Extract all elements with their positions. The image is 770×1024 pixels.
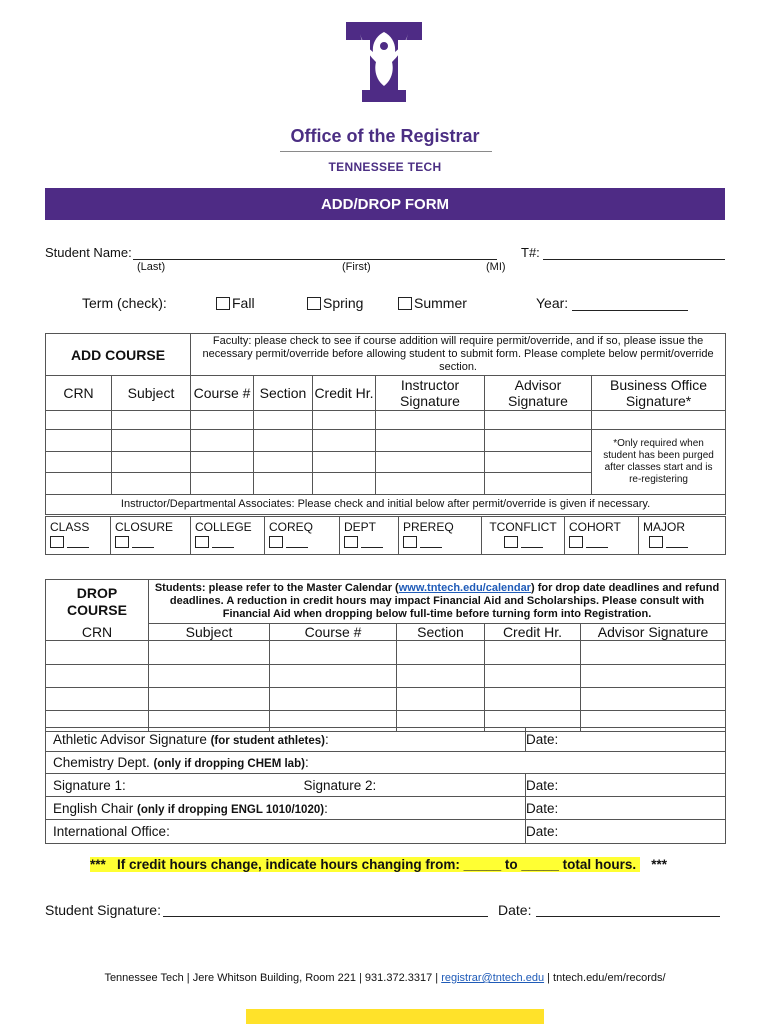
international-date-field[interactable]: Date: <box>526 820 726 844</box>
add-cell[interactable] <box>376 473 485 495</box>
permit-coreq-initial[interactable] <box>286 547 308 548</box>
permit-coreq-label: COREQ <box>269 520 314 534</box>
permit-major-initial[interactable] <box>666 547 688 548</box>
chemistry-signatures-field[interactable] <box>46 774 526 797</box>
add-course-table <box>45 333 726 515</box>
form-title: ADD/DROP FORM <box>320 195 450 213</box>
table-row <box>46 641 726 665</box>
year-field[interactable] <box>572 310 688 311</box>
drop-cell[interactable] <box>581 665 726 688</box>
permit-college-initial[interactable] <box>212 547 234 548</box>
permit-closure-initial[interactable] <box>132 547 154 548</box>
permit-class-initial[interactable] <box>67 547 89 548</box>
first-name-caption: (First) <box>342 261 371 273</box>
permit-college-label: COLLEGE <box>195 520 252 534</box>
term-spring-option[interactable] <box>307 295 363 311</box>
permit-prereq[interactable] <box>399 517 482 555</box>
chemistry-dept-row: Chemistry Dept. (only if dropping CHEM lab): <box>46 752 726 774</box>
student-signature-field[interactable] <box>163 916 488 917</box>
add-cell[interactable] <box>485 473 592 495</box>
add-cell[interactable] <box>485 452 592 473</box>
add-cell[interactable] <box>191 411 254 430</box>
add-cell[interactable] <box>112 411 191 430</box>
english-date-field[interactable]: Date: <box>526 797 726 820</box>
spring-checkbox[interactable] <box>307 297 321 310</box>
faculty-note: Faculty: please check to see if course addition will require permit/override, and if so, please issue the necessary permit/override before allowing student to submit form. Please complete below permit/override section. <box>191 334 726 376</box>
drop-cell[interactable] <box>397 665 485 688</box>
add-col-crn: CRN <box>46 376 112 411</box>
permit-major[interactable] <box>639 517 726 555</box>
last-name-caption: (Last) <box>137 261 166 273</box>
signature-1-label: Signature 1: <box>53 777 126 793</box>
permit-override-table <box>45 516 726 555</box>
business-office-note: *Only required when student has been purged after classes start and is re-registering <box>592 430 726 495</box>
add-cell[interactable] <box>46 430 112 452</box>
add-cell[interactable] <box>191 452 254 473</box>
table-row <box>46 665 726 688</box>
summer-checkbox[interactable] <box>398 297 412 310</box>
drop-cell[interactable] <box>46 665 149 688</box>
spring-label: Spring <box>323 295 364 311</box>
permit-major-label: MAJOR <box>643 520 685 534</box>
drop-course-table <box>45 579 726 732</box>
drop-cell[interactable] <box>581 688 726 711</box>
drop-cell[interactable] <box>46 688 149 711</box>
add-cell[interactable] <box>191 473 254 495</box>
add-cell[interactable] <box>254 452 313 473</box>
add-col-instructor-signature: Instructor Signature <box>376 376 485 411</box>
drop-cell[interactable] <box>149 665 270 688</box>
add-col-subject: Subject <box>112 376 191 411</box>
permit-coreq[interactable] <box>265 517 340 555</box>
add-cell[interactable] <box>592 411 726 430</box>
permit-dept[interactable] <box>340 517 399 555</box>
drop-note: Students: please refer to the Master Calendar (www.tntech.edu/calendar) for drop date deadlines and refund deadlines. A reduction in credit hours may impact Financial Aid and Scholarships. Please consult with Financial Aid when dropping below full-time before turning form into Registration. <box>149 580 726 624</box>
permit-cohort[interactable] <box>565 517 639 555</box>
permit-class-label: CLASS <box>50 520 90 534</box>
permit-closure[interactable] <box>111 517 191 555</box>
add-cell[interactable] <box>313 411 376 430</box>
permit-tconflict-label: TCONFLICT <box>489 520 557 534</box>
school-name: TENNESSEE TECH <box>328 160 442 174</box>
student-name-label: Student Name: <box>45 245 132 260</box>
drop-col-section: Section <box>397 624 485 641</box>
drop-col-credit-hours: Credit Hr. <box>485 624 581 641</box>
credit-hours-highlight: *** If credit hours change, indicate hours changing from: _____ to _____ total hours. <box>90 857 640 872</box>
permit-tconflict-checkbox[interactable] <box>504 536 518 548</box>
table-row <box>46 411 726 430</box>
add-cell[interactable] <box>254 430 313 452</box>
drop-cell[interactable] <box>270 665 397 688</box>
add-cell[interactable] <box>46 473 112 495</box>
drop-col-crn: CRN <box>46 624 149 641</box>
bottom-highlight-bar <box>246 1009 544 1024</box>
office-title: Office of the Registrar <box>290 126 480 146</box>
permit-coreq-checkbox[interactable] <box>269 536 283 548</box>
add-col-course-number: Course # <box>191 376 254 411</box>
add-cell[interactable] <box>112 473 191 495</box>
drop-cell[interactable] <box>270 641 397 665</box>
permit-dept-label: DEPT <box>344 520 377 534</box>
permit-major-checkbox[interactable] <box>649 536 663 548</box>
add-cell[interactable] <box>313 430 376 452</box>
student-name-field[interactable] <box>133 259 497 260</box>
permit-tconflict-initial[interactable] <box>521 547 543 548</box>
add-cell[interactable] <box>313 452 376 473</box>
add-cell[interactable] <box>313 473 376 495</box>
drop-cell[interactable] <box>485 665 581 688</box>
student-signature-label: Student Signature: <box>45 902 161 918</box>
permit-college-checkbox[interactable] <box>195 536 209 548</box>
drop-col-subject: Subject <box>149 624 270 641</box>
title-divider <box>280 151 492 152</box>
add-cell[interactable] <box>376 452 485 473</box>
add-col-credit-hours: Credit Hr. <box>313 376 376 411</box>
master-calendar-link[interactable]: www.tntech.edu/calendar <box>398 582 531 594</box>
fall-label: Fall <box>232 295 255 311</box>
permit-dept-checkbox[interactable] <box>344 536 358 548</box>
add-col-business-office-signature: Business Office Signature* <box>592 376 726 411</box>
add-cell[interactable] <box>46 452 112 473</box>
permit-class[interactable] <box>46 517 111 555</box>
athletic-date-field[interactable]: Date: <box>526 728 726 752</box>
add-cell[interactable] <box>254 411 313 430</box>
drop-cell[interactable] <box>149 641 270 665</box>
add-cell[interactable] <box>254 473 313 495</box>
athletic-advisor-signature-field[interactable]: Athletic Advisor Signature (for student athletes): <box>46 728 526 752</box>
tnumber-field[interactable] <box>543 259 725 260</box>
term-label: Term (check): <box>82 295 167 311</box>
add-cell[interactable] <box>376 430 485 452</box>
year-label: Year: <box>536 295 569 311</box>
permit-prereq-checkbox[interactable] <box>403 536 417 548</box>
drop-cell[interactable] <box>397 688 485 711</box>
add-cell[interactable] <box>112 452 191 473</box>
drop-cell[interactable] <box>397 641 485 665</box>
drop-cell[interactable] <box>485 641 581 665</box>
add-cell[interactable] <box>485 430 592 452</box>
tnumber-label: T#: <box>521 245 540 260</box>
add-cell[interactable] <box>191 430 254 452</box>
signature-2-label: Signature 2: <box>303 777 377 793</box>
permit-dept-initial[interactable] <box>361 547 383 548</box>
term-summer-option[interactable] <box>398 295 467 311</box>
permit-tconflict[interactable] <box>482 517 565 555</box>
student-signature-date-label: Date: <box>498 902 532 918</box>
middle-initial-caption: (MI) <box>486 261 506 273</box>
permit-college[interactable] <box>191 517 265 555</box>
form-title-banner <box>45 188 725 220</box>
drop-cell[interactable] <box>149 688 270 711</box>
drop-cell[interactable] <box>270 688 397 711</box>
permit-cohort-checkbox[interactable] <box>569 536 583 548</box>
add-cell[interactable] <box>46 411 112 430</box>
summer-label: Summer <box>414 295 467 311</box>
add-col-section: Section <box>254 376 313 411</box>
permit-cohort-label: COHORT <box>569 520 621 534</box>
add-cell[interactable] <box>485 411 592 430</box>
tennessee-tech-eagle-logo-icon <box>346 22 422 102</box>
registrar-email-link[interactable]: registrar@tntech.edu <box>441 972 545 984</box>
table-row <box>46 688 726 711</box>
add-cell[interactable] <box>376 411 485 430</box>
add-col-advisor-signature: Advisor Signature <box>485 376 592 411</box>
fall-checkbox[interactable] <box>216 297 230 310</box>
permit-cohort-initial[interactable] <box>586 547 608 548</box>
drop-cell[interactable] <box>581 641 726 665</box>
signatures-table <box>45 727 726 844</box>
drop-cell[interactable] <box>46 641 149 665</box>
permit-closure-label: CLOSURE <box>115 520 174 534</box>
footer: Tennessee Tech | Jere Whitson Building, Room 221 | 931.372.3317 | registrar@tntech.edu | tntech.edu/em/records/ <box>104 972 666 984</box>
term-fall-option[interactable] <box>216 295 255 311</box>
add-course-title: ADD COURSE <box>46 334 191 376</box>
drop-cell[interactable] <box>485 688 581 711</box>
permit-prereq-label: PREREQ <box>403 520 454 534</box>
drop-col-course-number: Course # <box>270 624 397 641</box>
instructor-note: Instructor/Departmental Associates: Please check and initial below after permit/override is given if necessary. <box>46 495 726 515</box>
english-chair-field[interactable]: English Chair (only if dropping ENGL 1010/1020): <box>46 797 526 820</box>
permit-prereq-initial[interactable] <box>420 547 442 548</box>
permit-closure-checkbox[interactable] <box>115 536 129 548</box>
drop-col-advisor-signature: Advisor Signature <box>581 624 726 641</box>
credit-hours-change-line: *** If credit hours change, indicate hours changing from: _____ to _____ total hours. *** <box>90 857 667 872</box>
drop-course-title: DROP COURSE <box>46 580 149 624</box>
student-signature-date-field[interactable] <box>536 916 720 917</box>
chemistry-date-field[interactable]: Date: <box>526 774 726 797</box>
table-row <box>46 430 726 452</box>
permit-class-checkbox[interactable] <box>50 536 64 548</box>
add-cell[interactable] <box>112 430 191 452</box>
international-office-field[interactable]: International Office: <box>46 820 526 844</box>
